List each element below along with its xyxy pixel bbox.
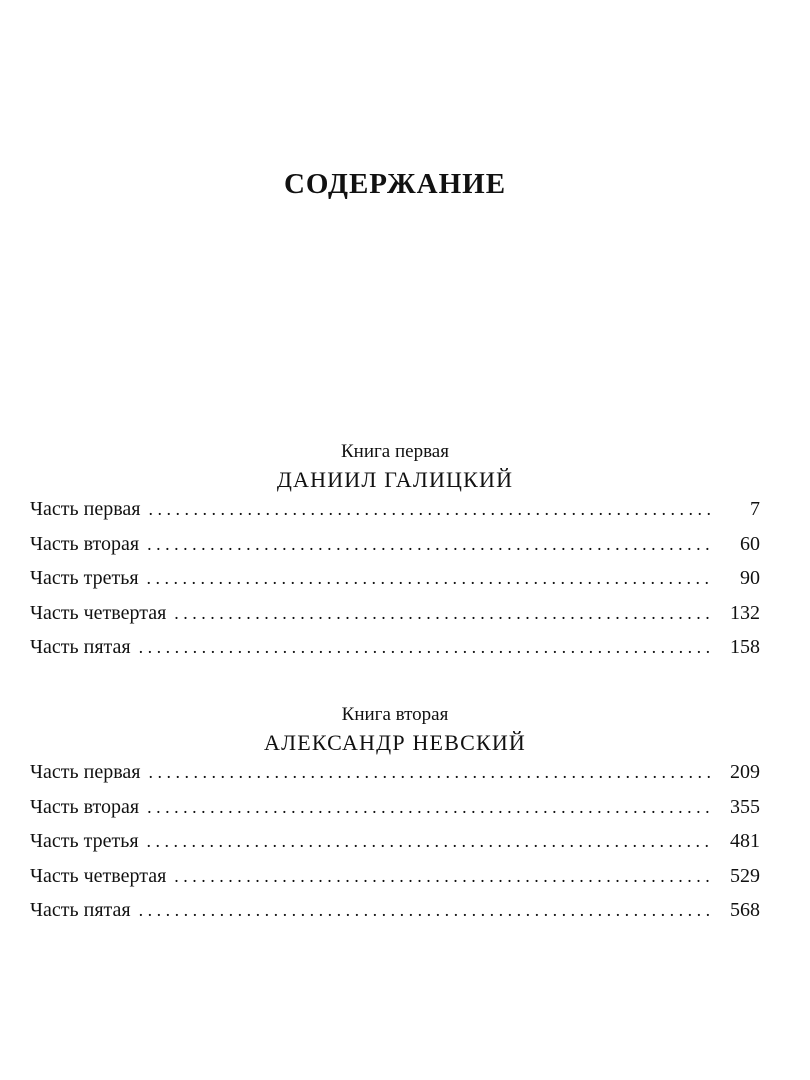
page-title: СОДЕРЖАНИЕ [283,168,507,200]
toc-entry-page: 158 [730,636,760,658]
toc-entry[interactable] [30,602,760,637]
dot-leader [148,762,712,783]
dot-leader [147,534,712,555]
toc-entry-page: 529 [730,864,760,887]
dot-leader [147,797,712,818]
toc-entry-label: Часть третья [30,567,139,589]
dot-leader [147,831,712,852]
dot-leader [139,900,712,921]
toc-entry-label: Часть третья [30,830,139,852]
dot-leader [174,603,712,624]
toc-entry-page: 90 [740,567,760,589]
book-title: ДАНИИЛ ГАЛИЦКИЙ [276,467,514,492]
dot-leader [139,637,712,658]
dot-leader [147,568,712,589]
toc-entry-label: Часть первая [30,761,141,783]
book-title: АЛЕКСАНДР НЕВСКИЙ [264,730,526,755]
toc-entry-label: Часть вторая [30,532,140,555]
toc-entry-label: Часть четвертая [30,864,167,887]
toc-entry-label: Часть пятая [30,636,131,658]
toc-list [30,761,760,934]
toc-entry[interactable] [30,865,760,900]
book-label: Книга вторая [341,704,449,725]
toc-entry-label: Часть вторая [30,795,140,818]
toc-entry-page: 7 [750,498,760,520]
toc-entry-label: Часть четвертая [30,601,167,624]
toc-entry[interactable] [30,761,760,796]
toc-entry-label: Часть пятая [30,899,131,921]
book-label: Книга первая [341,441,449,462]
toc-entry[interactable] [30,830,760,865]
toc-entry[interactable] [30,567,760,602]
toc-entry[interactable] [30,796,760,831]
toc-entry-page: 568 [730,899,760,921]
dot-leader [148,499,712,520]
toc-entry-page: 355 [730,795,760,818]
toc-list [30,498,760,671]
toc-entry[interactable] [30,533,760,568]
toc-entry[interactable] [30,899,760,934]
toc-entry[interactable] [30,636,760,671]
toc-entry-page: 60 [740,532,760,555]
toc-entry-label: Часть первая [30,498,141,520]
dot-leader [174,866,712,887]
toc-entry-page: 481 [730,830,760,852]
toc-entry[interactable] [30,498,760,533]
toc-entry-page: 132 [730,601,760,624]
book-section-2 [30,703,760,934]
book-section-1 [30,440,760,671]
toc-entry-page: 209 [730,761,760,783]
